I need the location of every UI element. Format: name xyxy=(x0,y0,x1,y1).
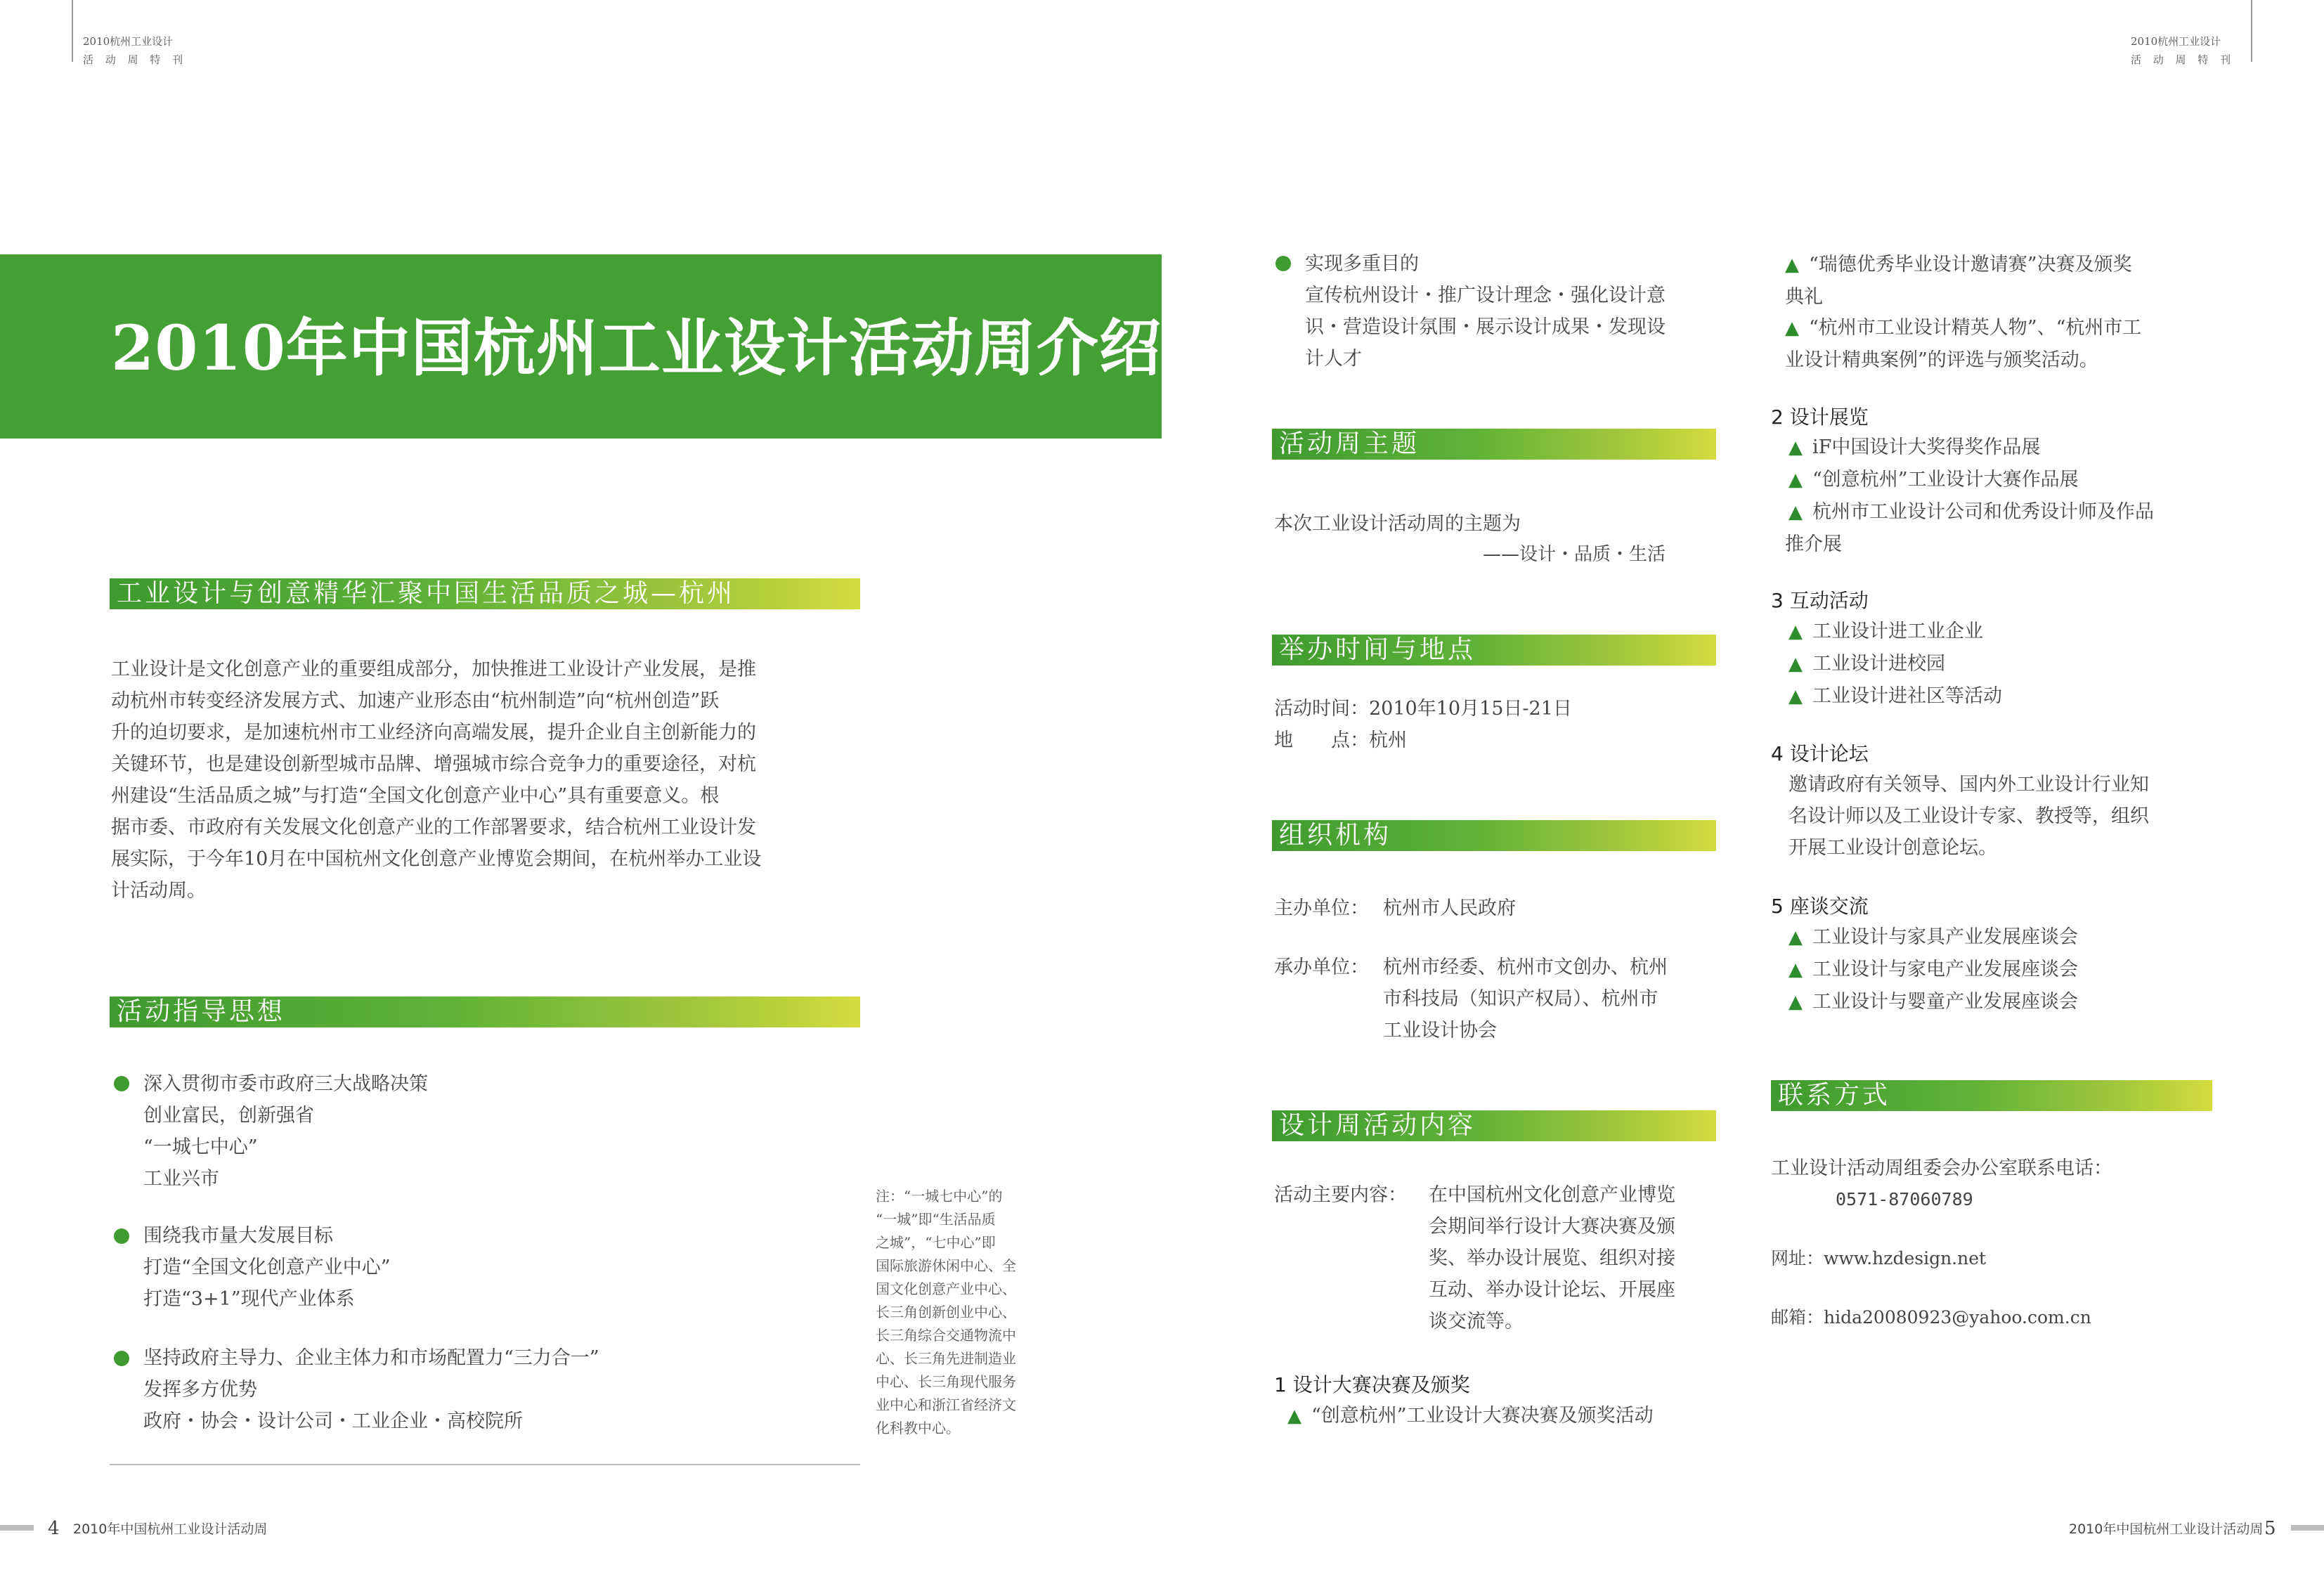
page-number-right: 5 xyxy=(2264,1518,2276,1539)
section-4-text xyxy=(1789,769,2149,864)
triangle-bullet-icon: ▲ xyxy=(1789,927,1803,948)
item-line: 工业设计进社区等活动 xyxy=(1812,685,2002,707)
item-line: 邀请政府有关领导、国内外工业设计行业知 xyxy=(1789,774,2149,796)
page-title: 2010年中国杭州工业设计活动周介绍 xyxy=(111,311,1162,384)
goal-line: 识・营造设计氛围・展示设计成果・发现设 xyxy=(1305,316,1666,338)
organizer-label: 承办单位： xyxy=(1274,956,1369,978)
guide-item xyxy=(143,1068,428,1195)
triangle-bullet-icon: ▲ xyxy=(1785,254,1799,275)
host-value: 杭州市人民政府 xyxy=(1383,897,1516,919)
org-bar: 组织机构 xyxy=(1272,820,1716,851)
note-line: 化科教中心。 xyxy=(876,1420,960,1436)
item-line: “创意杭州”工业设计大赛作品展 xyxy=(1812,469,2079,491)
goal-line: 计人才 xyxy=(1305,348,1362,370)
theme-value: ——设计・品质・生活 xyxy=(1483,544,1666,565)
content-line: 谈交流等。 xyxy=(1429,1311,1524,1332)
content-line: 互动、举办设计论坛、开展座 xyxy=(1429,1279,1675,1301)
running-head-line1: 2010杭州工业设计 xyxy=(83,35,174,48)
item-line: “瑞德优秀毕业设计邀请赛”决赛及颁奖 xyxy=(1809,254,2132,275)
place-label: 地 点： xyxy=(1274,729,1369,751)
triangle-bullet-icon: ▲ xyxy=(1789,502,1803,523)
section-5-title: 5 座谈交流 xyxy=(1771,895,1869,918)
note-line: 国际旅游休闲中心、全 xyxy=(876,1257,1016,1274)
running-head-line1: 2010杭州工业设计 xyxy=(2131,35,2221,48)
note-line: 国文化创意产业中心、 xyxy=(876,1280,1016,1297)
note-line: 长三角综合交通物流中 xyxy=(876,1327,1016,1344)
item-line: 工业设计进工业企业 xyxy=(1812,621,1983,642)
organizer-value xyxy=(1383,952,1668,1046)
guide-line: 打造“全国文化创意产业中心” xyxy=(143,1257,391,1278)
triangle-bullet-icon: ▲ xyxy=(1789,686,1803,707)
item-line: 名设计师以及工业设计专家、教授等，组织 xyxy=(1789,805,2149,827)
intro-line: 据市委、市政府有关发展文化创意产业的工作部署要求，结合杭州工业设计发 xyxy=(111,817,756,838)
section-2-title: 2 设计展览 xyxy=(1771,405,1869,429)
goal-line: 宣传杭州设计・推广设计理念・强化设计意 xyxy=(1305,285,1666,306)
item-line: 杭州市工业设计公司和优秀设计师及作品 xyxy=(1812,501,2154,523)
note-line: “一城”即“生活品质 xyxy=(876,1211,996,1228)
content-value xyxy=(1429,1179,1675,1337)
section-1-more-item xyxy=(1785,312,2141,376)
item-line: 推介展 xyxy=(1785,533,1842,555)
footer-title-right: 2010年中国杭州工业设计活动周 xyxy=(2069,1521,2264,1537)
place-line xyxy=(1274,725,1407,756)
intro-line: 动杭州市转变经济发展方式、加速产业形态由“杭州制造”向“杭州创造”跃 xyxy=(111,690,720,712)
footer-bar-left xyxy=(0,1525,34,1531)
bullet-dot xyxy=(114,1228,129,1244)
guide-line: 围绕我市量大发展目标 xyxy=(143,1225,333,1247)
running-head-left xyxy=(83,32,187,69)
goal-item xyxy=(1305,248,1666,375)
email: 邮箱：hida20080923@yahoo.com.cn xyxy=(1771,1307,2091,1328)
content-line: 在中国杭州文化创意产业博览 xyxy=(1429,1184,1675,1206)
note-line: 长三角创新创业中心、 xyxy=(876,1304,1016,1320)
section-1-more-item xyxy=(1785,249,2132,313)
footnote xyxy=(876,1185,1058,1440)
triangle-bullet-icon: ▲ xyxy=(1789,621,1803,642)
item-line: iF中国设计大奖得奖作品展 xyxy=(1812,436,2041,458)
divider xyxy=(110,1464,860,1465)
section-4-title: 4 设计论坛 xyxy=(1771,742,1869,765)
note-line: 心、长三角先进制造业 xyxy=(876,1350,1016,1367)
note-line: 之城”，“七中心”即 xyxy=(876,1234,996,1251)
guide-line: 创业富民，创新强省 xyxy=(143,1105,314,1127)
section-5-list xyxy=(1789,921,2078,1018)
theme-bar: 活动周主题 xyxy=(1272,429,1716,460)
intro-line: 关键环节，也是建设创新型城市品牌、增强城市综合竞争力的重要途径，对杭 xyxy=(111,753,756,775)
item-line: “杭州市工业设计精英人物”、“杭州市工 xyxy=(1809,317,2142,339)
note-line: 注：“一城七中心”的 xyxy=(876,1188,1003,1205)
intro-paragraph xyxy=(111,654,863,907)
bullet-dot xyxy=(114,1351,129,1366)
phone-label: 工业设计活动周组委会办公室联系电话： xyxy=(1771,1157,2112,1179)
intro-line: 升的迫切要求，是加速杭州市工业经济向高端发展，提升企业自主创新能力的 xyxy=(111,722,756,744)
intro-line: 工业设计是文化创意产业的重要组成部分，加快推进工业设计产业发展，是推 xyxy=(111,658,756,680)
section-3-list xyxy=(1789,616,2002,713)
bullet-dot xyxy=(114,1076,129,1091)
running-head-rule-right xyxy=(2251,0,2252,62)
footer-title-left: 2010年中国杭州工业设计活动周 xyxy=(73,1521,268,1537)
guide-line: 政府・协会・设计公司・工业企业・高校院所 xyxy=(143,1410,523,1432)
intro-line: 计活动周。 xyxy=(111,880,206,902)
phone-number: 0571-87060789 xyxy=(1836,1189,1973,1209)
time-line: 活动时间：2010年10月15日-21日 xyxy=(1274,698,1572,720)
section-1-title: 1 设计大赛决赛及颁奖 xyxy=(1274,1373,1470,1396)
organizer-line: 市科技局（知识产权局）、杭州市 xyxy=(1383,988,1658,1010)
guide-item xyxy=(143,1220,391,1315)
footer-bar-right xyxy=(2291,1525,2324,1531)
guide-line: 发挥多方优势 xyxy=(143,1379,257,1401)
section-3-title: 3 互动活动 xyxy=(1771,589,1869,612)
organizer-line: 工业设计协会 xyxy=(1383,1020,1497,1041)
intro-line: 展实际，于今年10月在中国杭州文化创意产业博览会期间，在杭州举办工业设 xyxy=(111,848,762,870)
content-bar: 设计周活动内容 xyxy=(1272,1110,1716,1141)
host-label: 主办单位： xyxy=(1274,897,1369,919)
running-head-line2: 活 动 周 特 刊 xyxy=(83,53,188,66)
time-bar: 举办时间与地点 xyxy=(1272,635,1716,666)
bullet-dot xyxy=(1275,256,1291,271)
guide-line: 工业兴市 xyxy=(143,1168,219,1190)
note-line: 中心、长三角现代服务 xyxy=(876,1373,1016,1390)
contact-bar: 联系方式 xyxy=(1771,1080,2212,1111)
section-2-list xyxy=(1785,431,2154,560)
running-head-right xyxy=(2131,32,2235,69)
content-line: 会期间举行设计大赛决赛及颁 xyxy=(1429,1216,1675,1238)
guide-line: 深入贯彻市委市政府三大战略决策 xyxy=(143,1073,428,1095)
place-value: 杭州 xyxy=(1369,729,1407,751)
content-label: 活动主要内容： xyxy=(1274,1184,1407,1206)
triangle-bullet-icon: ▲ xyxy=(1785,318,1799,339)
organizer-line: 杭州市经委、杭州市文创办、杭州 xyxy=(1383,956,1668,978)
item-line: 开展工业设计创意论坛。 xyxy=(1789,837,1997,859)
slogan-bar: 工业设计与创意精华汇聚中国生活品质之城—杭州 xyxy=(110,578,860,609)
guide-line: “一城七中心” xyxy=(143,1136,258,1158)
item-line: 工业设计与婴童产业发展座谈会 xyxy=(1812,991,2078,1013)
running-head-rule-left xyxy=(72,0,73,62)
triangle-bullet-icon: ▲ xyxy=(1789,992,1803,1013)
content-line: 奖、举办设计展览、组织对接 xyxy=(1429,1247,1675,1269)
page-number-left: 4 xyxy=(48,1518,60,1539)
theme-intro: 本次工业设计活动周的主题为 xyxy=(1274,513,1521,535)
triangle-bullet-icon: ▲ xyxy=(1789,437,1803,458)
guide-line: 打造“3+1”现代产业体系 xyxy=(143,1288,355,1310)
section-1-item-text: “创意杭州”工业设计大赛决赛及颁奖活动 xyxy=(1311,1405,1654,1427)
guide-item xyxy=(143,1342,599,1437)
guide-line: 坚持政府主导力、企业主体力和市场配置力“三力合一” xyxy=(143,1347,599,1369)
triangle-bullet-icon: ▲ xyxy=(1789,469,1803,491)
triangle-bullet-icon: ▲ xyxy=(1789,654,1803,675)
section-1-item xyxy=(1287,1400,1654,1432)
running-head-line2: 活 动 周 特 刊 xyxy=(2131,53,2235,66)
website: 网址：www.hzdesign.net xyxy=(1771,1248,1987,1268)
item-line: 典礼 xyxy=(1785,286,1823,308)
intro-line: 州建设“生活品质之城”与打造“全国文化创意产业中心”具有重要意义。根 xyxy=(111,785,720,807)
item-line: 工业设计与家电产业发展座谈会 xyxy=(1812,959,2078,980)
goal-line: 实现多重目的 xyxy=(1305,253,1419,275)
item-line: 工业设计与家具产业发展座谈会 xyxy=(1812,926,2078,948)
item-line: 业设计精典案例”的评选与颁奖活动。 xyxy=(1785,349,2098,371)
note-line: 业中心和浙江省经济文 xyxy=(876,1396,1016,1413)
triangle-bullet-icon: ▲ xyxy=(1789,959,1803,980)
triangle-bullet-icon: ▲ xyxy=(1287,1406,1301,1427)
item-line: 工业设计进校园 xyxy=(1812,653,1945,675)
guide-bar: 活动指导思想 xyxy=(110,997,860,1027)
